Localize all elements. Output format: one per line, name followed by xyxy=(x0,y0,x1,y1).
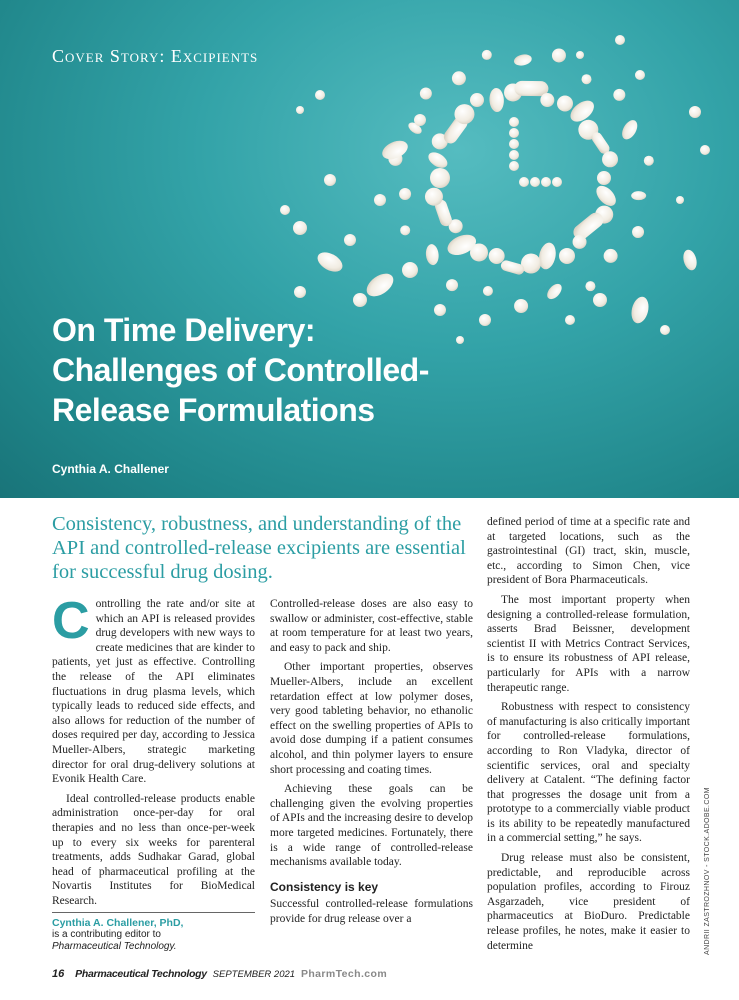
pill xyxy=(582,74,592,84)
pill xyxy=(314,248,345,275)
pill xyxy=(420,87,432,99)
bio-line: is a contributing editor to xyxy=(52,929,161,940)
pill xyxy=(541,177,551,187)
pill xyxy=(514,299,528,313)
pill xyxy=(426,149,450,171)
subhead: Consistency is key xyxy=(270,879,379,894)
paragraph: Robustness with respect to consistency of manufacturing is also critically important for controlled-release formulations, according to Ron Vladyka, director of scientific services, oral and specialty delivery at Catalent. “The defining factor that progresses the dosage unit from a prototype to a commercially viable product is its ability to be repeatedly manufactured in a commercial setting,” he says. xyxy=(487,701,690,845)
page-number: 16 xyxy=(52,968,65,980)
pill xyxy=(482,50,492,60)
pill xyxy=(513,53,533,67)
pill xyxy=(293,221,307,235)
pill xyxy=(573,235,587,249)
pill xyxy=(544,281,564,302)
title-line: Release Formulations xyxy=(52,392,375,428)
paragraph: Other important properties, observes Mueller-Albers, include an excellent retardation effect at low polymer doses, very good tableting behavior, no ethanolic effect on the swelling properties of APIs to avoid dose dumping if a patient consumes alcohol, and thin polymer layers to ensure short processing and coating times. xyxy=(270,661,473,776)
text-column-3 xyxy=(487,515,690,958)
pill xyxy=(689,106,701,118)
pill xyxy=(446,279,458,291)
pill xyxy=(619,118,640,142)
pill xyxy=(470,93,484,107)
pill xyxy=(514,81,548,97)
pill xyxy=(593,293,607,307)
pill xyxy=(324,174,336,186)
pill xyxy=(509,150,519,160)
pill xyxy=(635,70,645,80)
paragraph: The most important property when designing a controlled-release formulation, asserts Brad Beissner, development scientist II with Metrics Contract Services, is to ensure its robustness of API release, particularly for APIs with a narrow therapeutic range. xyxy=(487,593,690,694)
pill xyxy=(402,262,418,278)
author-byline: Cynthia A. Challener xyxy=(52,462,169,476)
pill xyxy=(519,177,529,187)
pill xyxy=(374,194,386,206)
pill xyxy=(585,281,595,291)
pill xyxy=(489,88,505,113)
pill xyxy=(593,182,620,209)
paragraph: Successful controlled-release formulations provide for drug release over a xyxy=(270,898,473,925)
issue-date: SEPTEMBER 2021 xyxy=(212,969,296,980)
pill xyxy=(557,96,573,112)
pill xyxy=(509,161,519,171)
pill xyxy=(294,286,306,298)
pill xyxy=(540,93,554,107)
pill xyxy=(363,269,398,301)
pill xyxy=(597,171,611,185)
pill xyxy=(700,145,710,155)
pill xyxy=(479,314,491,326)
pill xyxy=(483,286,493,296)
pill xyxy=(280,205,290,215)
pill xyxy=(681,248,699,272)
pill xyxy=(353,293,367,307)
pill xyxy=(629,295,651,325)
title-line: Challenges of Controlled- xyxy=(52,352,429,388)
pill xyxy=(425,188,443,206)
pill xyxy=(559,248,575,264)
bio-publication: Pharmaceutical Technology. xyxy=(52,941,177,952)
article-title xyxy=(52,310,472,430)
pill xyxy=(576,51,584,59)
text-column-2 xyxy=(270,597,473,931)
author-bio xyxy=(52,912,255,953)
pill xyxy=(509,139,519,149)
bio-name: Cynthia A. Challener, PhD, xyxy=(52,917,184,929)
pill xyxy=(509,128,519,138)
pill xyxy=(676,196,684,204)
pill xyxy=(414,114,426,126)
pill xyxy=(644,156,654,166)
paragraph: Achieving these goals can be challenging given the evolving properties of APIs and the increasing desire to develop more targeted medicines. Fortunately, there is a wide range of controlled-release mechanisms available today. xyxy=(270,783,473,869)
photo-credit: ANDRII ZASTROZHNOV - STOCK.ADOBE.COM xyxy=(704,787,711,955)
paragraph-text: ontrolling the rate and/or site at which an API is released provides drug developers with new ways to create medicines that are kinder to patients, yet just as effective. Controlling the release of the API eliminates fluctuations in drug plasma levels, which typically leads to reduced side effects, and also allows for reduction of the number of doses required per day, according to Jessica Mueller-Albers, strategic marketing director for oral drug-delivery solutions at Evonik Health Care. xyxy=(52,598,255,786)
pill xyxy=(430,168,450,188)
pill xyxy=(399,188,411,200)
pill xyxy=(400,225,410,235)
section-label: Cover Story: Excipients xyxy=(52,46,259,66)
paragraph: Ideal controlled-release products enable administration once-per-day for oral therapies and no less than once-per-week up to every six weeks for parenteral treatments, adds Sudhakar Garad, global head of pharmaceutical profiling at the Novartis Institutes for BioMedical Research. xyxy=(52,792,255,907)
pill xyxy=(489,248,505,264)
pill xyxy=(344,234,356,246)
pill xyxy=(615,35,625,45)
pill xyxy=(296,106,304,114)
pill xyxy=(602,151,618,167)
pill xyxy=(315,90,325,100)
pill xyxy=(452,71,466,85)
pill xyxy=(604,249,618,263)
paragraph: Drug release must also be consistent, predictable, and reproducible across population profiles, according to Firouz Asgarzadeh, vice president of pharmaceutics at BioDuro. Predictable release profiles, he notes, make it easier to determine xyxy=(487,852,690,952)
paragraph xyxy=(52,592,255,787)
title-line: On Time Delivery: xyxy=(52,312,316,348)
website-link[interactable]: PharmTech.com xyxy=(300,968,388,980)
hero-image xyxy=(0,0,739,498)
journal-name: Pharmaceutical Technology xyxy=(75,968,207,980)
paragraph: defined period of time at a specific rate and at targeted locations, such as the gastrointestinal (GI) tract, skin, muscle, etc., according to Simon Chen, vice president of Bora Pharmaceuticals. xyxy=(487,516,690,587)
pill xyxy=(530,177,540,187)
pill xyxy=(631,191,646,200)
pill xyxy=(660,325,670,335)
pill xyxy=(552,177,562,187)
pill xyxy=(509,117,519,127)
drop-cap: C xyxy=(52,592,90,650)
pill xyxy=(613,89,625,101)
article-deck: Consistency, robustness, and understanding of the API and controlled-release excipients are essential for successful drug dosing. xyxy=(52,513,466,583)
pill xyxy=(565,315,575,325)
pill xyxy=(454,104,474,124)
pill xyxy=(425,244,440,266)
pill xyxy=(552,48,566,62)
page-footer xyxy=(52,968,692,980)
pill xyxy=(632,226,644,238)
paragraph: Controlled-release doses are also easy to swallow or administer, cost-effective, stable at room temperature for at least two years, and easy to pack and ship. xyxy=(270,598,473,654)
text-column-1 xyxy=(52,592,255,913)
